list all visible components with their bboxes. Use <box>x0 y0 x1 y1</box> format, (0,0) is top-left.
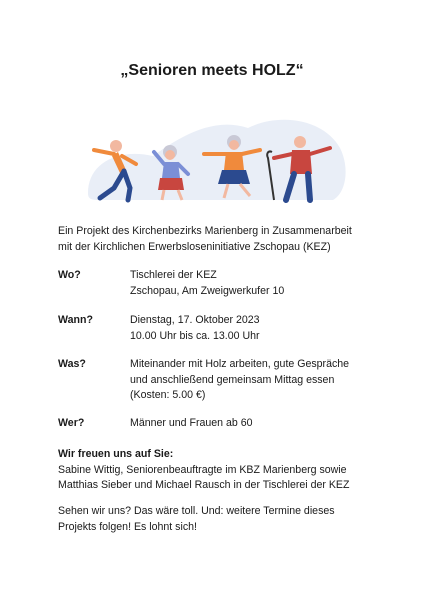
dancing-seniors-illustration <box>78 108 350 208</box>
detail-value: Dienstag, 17. Oktober 2023 10.00 Uhr bis ca. 13.00 Uhr <box>130 314 260 342</box>
intro-text: Ein Projekt des Kirchenbezirks Marienberg in Zusammenarbeit mit der Kirchlichen Erwerbsloseninitiative Zschopau (KEZ) <box>58 225 352 253</box>
detail-value: Männer und Frauen ab 60 <box>130 417 253 429</box>
detail-label: Was? <box>58 358 86 370</box>
hosts-section: Wir freuen uns auf Sie: Sabine Wittig, Seniorenbeauftragte im KBZ Marienberg sowie Matthias Sieber und Michael Rausch in der Tischlerei der KEZ <box>58 447 378 494</box>
detail-value: Miteinander mit Holz arbeiten, gute Gespräche und anschließend gemeinsam Mittag essen (Kosten: 5.00 €) <box>130 358 350 401</box>
detail-value: Tischlerei der KEZ Zschopau, Am Zweigwerkufer 10 <box>130 269 285 297</box>
detail-label: Wer? <box>58 417 85 429</box>
page-title: „Senioren meets HOLZ“ <box>120 62 304 79</box>
hosts-heading: Wir freuen uns auf Sie: <box>58 448 174 460</box>
detail-label: Wo? <box>58 269 81 281</box>
closing-text: Sehen wir uns? Das wäre toll. Und: weitere Termine dieses Projekts folgen! Es lohnt sich! <box>58 505 335 533</box>
detail-label: Wann? <box>58 314 93 326</box>
